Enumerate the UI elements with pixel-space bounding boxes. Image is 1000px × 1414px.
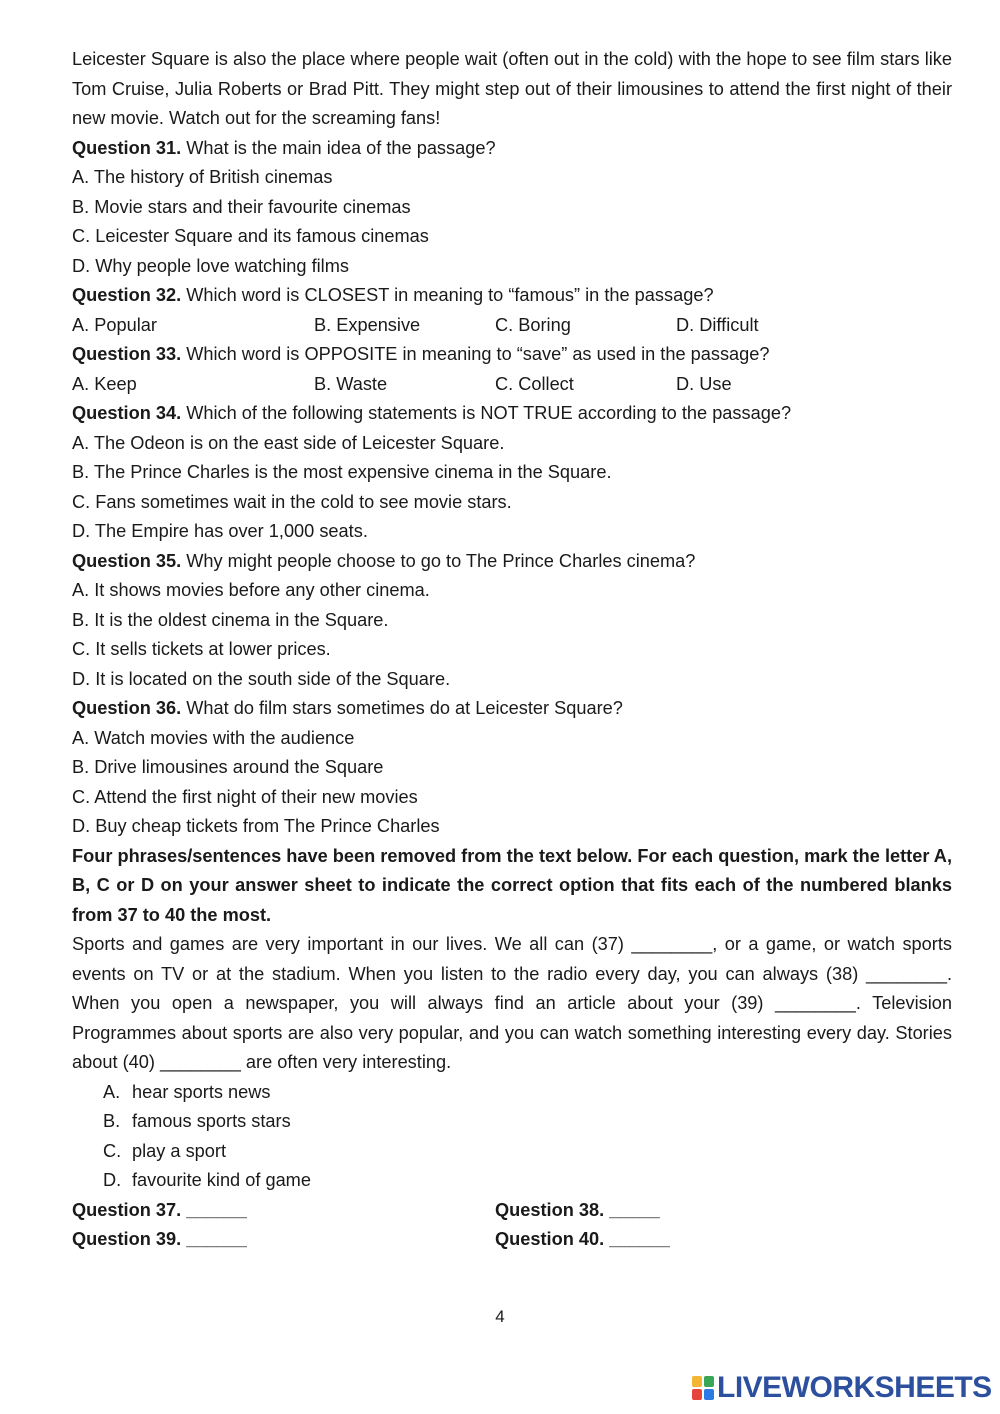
brand-name: LIVEWORKSHEETS bbox=[717, 1371, 992, 1404]
q35-option-d[interactable]: D. It is located on the south side of the Square. bbox=[72, 668, 451, 689]
q31-option-a[interactable]: A. The history of British cinemas bbox=[72, 167, 333, 187]
q31-option-b[interactable]: B. Movie stars and their favourite cinemas bbox=[72, 196, 411, 217]
q34-option-d[interactable]: D. The Empire has over 1,000 seats. bbox=[72, 521, 368, 541]
q32-option-c[interactable]: C. Boring bbox=[495, 314, 571, 335]
question-34-label: Question 34. bbox=[72, 403, 182, 423]
q34-option-c[interactable]: C. Fans sometimes wait in the cold to see movie stars. bbox=[72, 491, 512, 512]
question-34 bbox=[72, 399, 952, 429]
question-36-label: Question 36. bbox=[72, 698, 182, 718]
section-instruction: Four phrases/sentences have been removed from the text below. For each question, mark the letter A, B, C or D on your answer sheet to indicate the correct option that fits each of the numbered blanks from 37 to 40 the most. bbox=[72, 845, 952, 925]
q36-option-c[interactable]: C. Attend the first night of their new movies bbox=[72, 786, 418, 807]
answer-q40[interactable]: Question 40. ______ bbox=[495, 1229, 670, 1249]
question-35 bbox=[72, 547, 952, 577]
phrase-letter: C. bbox=[103, 1140, 122, 1161]
q33-option-d[interactable]: D. Use bbox=[676, 373, 732, 394]
q31-option-d[interactable]: D. Why people love watching films bbox=[72, 255, 349, 276]
cloze-passage: Sports and games are very important in our lives. We all can (37) ________, or a game, or watch sports events on TV or at the stadium. When you listen to the radio every day, you can always (38) ________. When you open a newspaper, you will always find an article about your (39) ________. Television Programmes about sports are also very popular, and you can watch something interesting every day. Stories about (40) ________ are often very interesting. bbox=[72, 934, 952, 1072]
q31-option-c[interactable]: C. Leicester Square and its famous cinemas bbox=[72, 226, 429, 246]
question-32-label: Question 32. bbox=[72, 285, 182, 305]
logo-square-red bbox=[692, 1389, 702, 1400]
phrase-text: play a sport bbox=[132, 1140, 227, 1161]
logo-square-green bbox=[704, 1376, 714, 1387]
q35-option-a[interactable]: A. It shows movies before any other cinema. bbox=[72, 580, 430, 600]
q34-option-a[interactable]: A. The Odeon is on the east side of Leicester Square. bbox=[72, 432, 505, 453]
phrase-letter: D. bbox=[103, 1170, 122, 1190]
question-31-label: Question 31. bbox=[72, 137, 182, 158]
passage-intro: Leicester Square is also the place where people wait (often out in the cold) with the hope to see film stars like Tom Cruise, Julia Roberts or Brad Pitt. They might step out of their limousines to attend the first night of their new movie. Watch out for the screaming fans! bbox=[72, 49, 952, 128]
phrase-text: famous sports stars bbox=[132, 1111, 291, 1131]
answer-q37[interactable]: Question 37. ______ bbox=[72, 1199, 247, 1220]
phrase-letter: A. bbox=[103, 1081, 121, 1102]
question-36-text: What do film stars sometimes do at Leicester Square? bbox=[181, 698, 623, 718]
answer-row-2 bbox=[72, 1225, 952, 1255]
question-33-label: Question 33. bbox=[72, 344, 182, 364]
q33-option-c[interactable]: C. Collect bbox=[495, 373, 574, 394]
q32-option-b[interactable]: B. Expensive bbox=[314, 314, 421, 335]
logo-square-blue bbox=[704, 1389, 714, 1400]
q35-option-c[interactable]: C. It sells tickets at lower prices. bbox=[72, 639, 331, 659]
worksheet-page bbox=[72, 45, 952, 1255]
q35-option-b[interactable]: B. It is the oldest cinema in the Square. bbox=[72, 609, 389, 630]
logo-square-yellow bbox=[692, 1376, 702, 1387]
question-34-text: Which of the following statements is NOT TRUE according to the passage? bbox=[181, 403, 792, 423]
phrase-text: favourite kind of game bbox=[132, 1170, 311, 1190]
page-number: 4 bbox=[495, 1307, 505, 1326]
phrase-item bbox=[103, 1137, 952, 1167]
question-32-text: Which word is CLOSEST in meaning to “famous” in the passage? bbox=[181, 285, 714, 305]
q36-option-d[interactable]: D. Buy cheap tickets from The Prince Charles bbox=[72, 816, 440, 836]
phrase-text: hear sports news bbox=[132, 1081, 271, 1102]
question-33 bbox=[72, 340, 952, 370]
phrase-item bbox=[103, 1166, 952, 1196]
q36-option-a[interactable]: A. Watch movies with the audience bbox=[72, 727, 355, 748]
phrase-letter: B. bbox=[103, 1111, 121, 1131]
liveworksheets-logo-icon bbox=[692, 1376, 714, 1400]
liveworksheets-brand[interactable] bbox=[692, 1373, 992, 1403]
question-35-text: Why might people choose to go to The Prince Charles cinema? bbox=[181, 550, 696, 571]
question-31 bbox=[72, 134, 952, 164]
q33-option-b[interactable]: B. Waste bbox=[314, 373, 388, 394]
question-32 bbox=[72, 281, 952, 311]
q33-option-a[interactable]: A. Keep bbox=[72, 373, 137, 394]
phrase-item bbox=[103, 1107, 952, 1137]
question-35-label: Question 35. bbox=[72, 550, 182, 571]
q33-options bbox=[72, 370, 952, 400]
question-33-text: Which word is OPPOSITE in meaning to “save” as used in the passage? bbox=[181, 344, 770, 364]
q32-options bbox=[72, 311, 952, 341]
q34-option-b[interactable]: B. The Prince Charles is the most expensive cinema in the Square. bbox=[72, 462, 612, 482]
q36-option-b[interactable]: B. Drive limousines around the Square bbox=[72, 757, 384, 777]
answer-row-1 bbox=[72, 1196, 952, 1226]
phrase-list bbox=[72, 1078, 952, 1196]
question-31-text: What is the main idea of the passage? bbox=[181, 137, 496, 158]
q32-option-a[interactable]: A. Popular bbox=[72, 314, 157, 335]
q32-option-d[interactable]: D. Difficult bbox=[676, 314, 759, 335]
answer-q39[interactable]: Question 39. ______ bbox=[72, 1229, 247, 1249]
answer-q38[interactable]: Question 38. _____ bbox=[495, 1199, 660, 1220]
question-36 bbox=[72, 694, 952, 724]
phrase-item bbox=[103, 1078, 952, 1108]
